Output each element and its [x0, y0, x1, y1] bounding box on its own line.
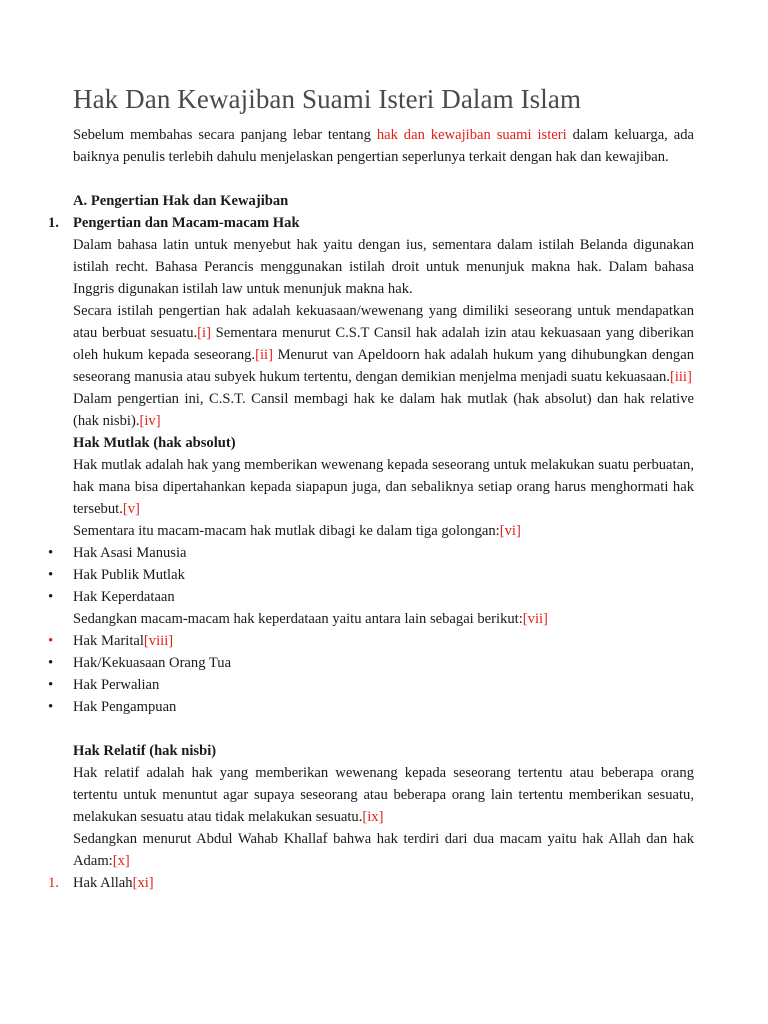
topic-link[interactable]: hak dan kewajiban suami isteri [376, 127, 567, 143]
paragraph-text: Dalam pengertian ini, C.S.T. Cansil membagi hak ke dalam hak mutlak (hak absolut) dan hak relative (hak nisbi). [73, 391, 694, 429]
section-heading-a: A. Pengertian Hak dan Kewajiban [73, 193, 289, 209]
footnote-ref-vii[interactable]: [vii] [522, 611, 548, 627]
footnote-ref-viii[interactable]: [viii] [143, 633, 174, 649]
paragraph-relatif [73, 762, 694, 828]
footnote-ref-xi[interactable]: [xi] [132, 875, 154, 891]
list-item [48, 696, 694, 718]
list-item-label: Hak Keperdataan [73, 589, 175, 605]
article-body [48, 124, 695, 894]
footnote-ref-ix[interactable]: [ix] [362, 809, 384, 825]
list-item [48, 586, 694, 608]
numbered-heading-1 [48, 212, 694, 234]
list-item-label: Hak/Kekuasaan Orang Tua [73, 655, 232, 671]
footnote-ref-x[interactable]: [x] [112, 853, 130, 869]
bullet-icon: • [48, 655, 54, 671]
paragraph-keperdataan [73, 608, 694, 630]
numbered-heading-label: Pengertian dan Macam-macam Hak [73, 215, 300, 231]
list-item [48, 674, 694, 696]
footnote-ref-iv[interactable]: [iv] [139, 413, 161, 429]
paragraph-text: Sementara menurut C.S.T Cansil hak adalah izin atau kekuasaan yang diberikan oleh hukum kepada seseorang. [73, 325, 694, 363]
list-item-label: Hak Publik Mutlak [73, 567, 185, 583]
intro-paragraph [73, 124, 694, 168]
list-number: 1. [48, 215, 59, 231]
paragraph-khallaf [73, 828, 694, 872]
bullet-icon: • [48, 699, 54, 715]
list-item [48, 630, 694, 652]
list-item-label: Hak Perwalian [73, 677, 160, 693]
paragraph-macam [73, 520, 694, 542]
list-item-label: Hak Marital [73, 633, 144, 649]
paragraph-text: Hak mutlak adalah hak yang memberikan wewenang kepada seseorang untuk melakukan suatu perbuatan, hak mana bisa dipertahankan kepada siapapun juga, dan sebaliknya setiap orang harus menghormati hak tersebut. [73, 457, 694, 517]
list-item [48, 872, 694, 894]
paragraph-text: Sementara itu macam-macam hak mutlak dibagi ke dalam tiga golongan: [73, 523, 500, 539]
bullet-icon: • [48, 677, 54, 693]
list-item [48, 652, 694, 674]
bullet-icon: • [48, 567, 54, 583]
bullet-icon: • [48, 545, 54, 561]
paragraph-istilah [73, 300, 694, 388]
bullet-icon: • [48, 589, 54, 605]
paragraph-text: Secara istilah pengertian hak adalah kekuasaan/wewenang yang dimiliki seseorang untuk mendapatkan atau berbuat sesuatu. [73, 303, 694, 341]
footnote-ref-ii[interactable]: [ii] [255, 347, 273, 363]
subheading-hak-mutlak: Hak Mutlak (hak absolut) [73, 435, 236, 451]
page-title: Hak Dan Kewajiban Suami Isteri Dalam Islam [73, 84, 582, 114]
paragraph-text: Hak relatif adalah hak yang memberikan wewenang kepada seseorang tertentu atau beberapa orang tertentu untuk menuntut agar supaya seseorang atau beberapa orang lain tertentu memberikan sesuatu, melakukan sesuatu atau tidak melakukan sesuatu. [73, 765, 694, 825]
intro-text-after: dalam keluarga, ada baiknya penulis terlebih dahulu menjelaskan pengertian seperlunya terkait dengan hak dan kewajiban. [73, 127, 695, 165]
list-item-label: Hak Asasi Manusia [73, 545, 187, 561]
footnote-ref-vi[interactable]: [vi] [499, 523, 521, 539]
footnote-ref-iii[interactable]: [iii] [669, 369, 692, 385]
list-item-label: Hak Pengampuan [73, 699, 177, 715]
paragraph-latin: Dalam bahasa latin untuk menyebut hak yaitu dengan ius, sementara dalam istilah Belanda digunakan istilah recht. Bahasa Perancis menggunakan istilah droit untuk menunjuk makna hak. Dalam bahasa Inggris digunakan istilah law untuk menunjuk makna hak. [73, 237, 694, 297]
paragraph-mutlak [73, 454, 694, 520]
spacer [73, 718, 694, 740]
paragraph-text: Sedangkan macam-macam hak keperdataan yaitu antara lain sebagai berikut: [73, 611, 523, 627]
spacer [73, 168, 694, 190]
bullet-icon: • [48, 633, 54, 649]
footnote-ref-i[interactable]: [i] [197, 325, 211, 341]
paragraph-text: Menurut van Apeldoorn hak adalah hukum yang dihubungkan dengan seseorang manusia atau subyek hukum tertentu, dengan demikian menjelma menjadi suatu kekuasaan. [73, 347, 695, 385]
subheading-hak-relatif: Hak Relatif (hak nisbi) [73, 743, 217, 759]
list-item [48, 542, 694, 564]
list-item-label: Hak Allah [73, 875, 133, 891]
intro-text-before: Sebelum membahas secara panjang lebar tentang [73, 127, 377, 143]
list-number: 1. [48, 875, 59, 891]
paragraph-text: Sedangkan menurut Abdul Wahab Khallaf bahwa hak terdiri dari dua macam yaitu hak Allah dan hak Adam: [73, 831, 694, 869]
list-item [48, 564, 694, 586]
footnote-ref-v[interactable]: [v] [122, 501, 140, 517]
paragraph-cansil [73, 388, 694, 432]
